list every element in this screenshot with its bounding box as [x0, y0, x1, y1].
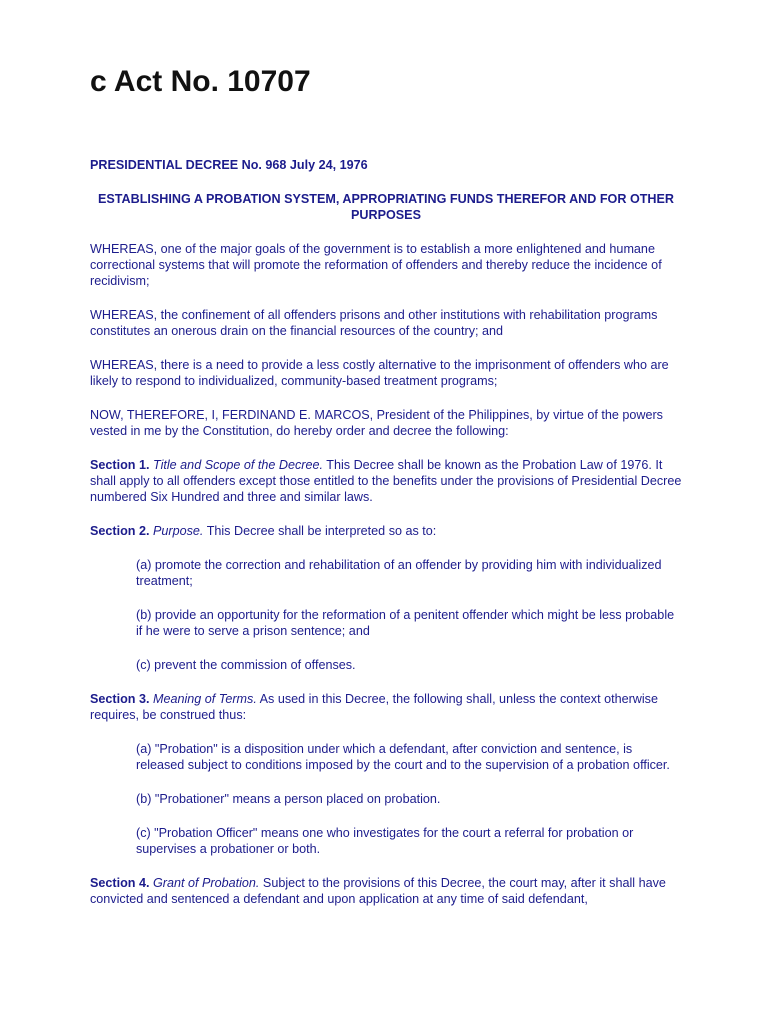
- section-text: This Decree shall be interpreted so as to:: [206, 524, 437, 538]
- section-title: Title and Scope of the Decree.: [153, 458, 324, 472]
- list-item: (a) promote the correction and rehabilitation of an offender by providing him with individualized treatment;: [136, 558, 662, 588]
- section-title: Grant of Probation.: [153, 876, 260, 890]
- section-label: Section 1.: [90, 458, 150, 472]
- section-title: Meaning of Terms.: [153, 692, 257, 706]
- section-4: [90, 875, 682, 907]
- list-item: (b) provide an opportunity for the reformation of a penitent offender which might be less probable if he were to serve a prison sentence; and: [136, 608, 675, 638]
- section-label: Section 2.: [90, 524, 150, 538]
- decree-subtitle: ESTABLISHING A PROBATION SYSTEM, APPROPRIATING FUNDS THEREFOR AND FOR OTHER PURPOSES: [97, 192, 675, 222]
- list-item: (c) "Probation Officer" means one who investigates for the court a referral for probation or supervises a probationer or both.: [136, 826, 634, 856]
- decree-heading: PRESIDENTIAL DECREE No. 968 July 24, 1976: [90, 158, 368, 172]
- section-text: This Decree shall be known as the Probation Law of 1976. It shall apply to all offenders except those entitled to the benefits under the provisions of Presidential Decree numbered Six Hundred and three and similar laws.: [90, 458, 682, 504]
- section-text: As used in this Decree, the following shall, unless the context otherwise requires, be construed thus:: [90, 692, 658, 722]
- section-label: Section 3.: [90, 692, 150, 706]
- section-title: Purpose.: [153, 524, 204, 538]
- document-body: [90, 157, 682, 907]
- section-label: Section 4.: [90, 876, 150, 890]
- list-item: (c) prevent the commission of offenses.: [136, 658, 356, 672]
- section-1: [90, 457, 682, 505]
- section-2: [90, 523, 682, 539]
- document-title: c Act No. 10707: [90, 65, 311, 98]
- now-therefore-clause: NOW, THEREFORE, I, FERDINAND E. MARCOS, President of the Philippines, by virtue of the powers vested in me by the Constitution, do hereby order and decree the following:: [90, 408, 663, 438]
- list-item: (a) "Probation" is a disposition under which a defendant, after conviction and sentence, is released subject to conditions imposed by the court and to the supervision of a probation officer.: [136, 742, 670, 772]
- whereas-clause: WHEREAS, there is a need to provide a less costly alternative to the imprisonment of offenders who are likely to respond to individualized, community-based treatment programs;: [90, 358, 669, 388]
- section-text: Subject to the provisions of this Decree, the court may, after it shall have convicted and sentenced a defendant and upon application at any time of said defendant,: [90, 876, 666, 906]
- whereas-clause: WHEREAS, the confinement of all offenders prisons and other institutions with rehabilitation programs constitutes an onerous drain on the financial resources of the country; and: [90, 308, 658, 338]
- list-item: (b) "Probationer" means a person placed on probation.: [136, 792, 441, 806]
- section-3: [90, 691, 682, 723]
- whereas-clause: WHEREAS, one of the major goals of the government is to establish a more enlightened and humane correctional systems that will promote the reformation of offenders and thereby reduce the incidence of recidivism;: [90, 242, 662, 288]
